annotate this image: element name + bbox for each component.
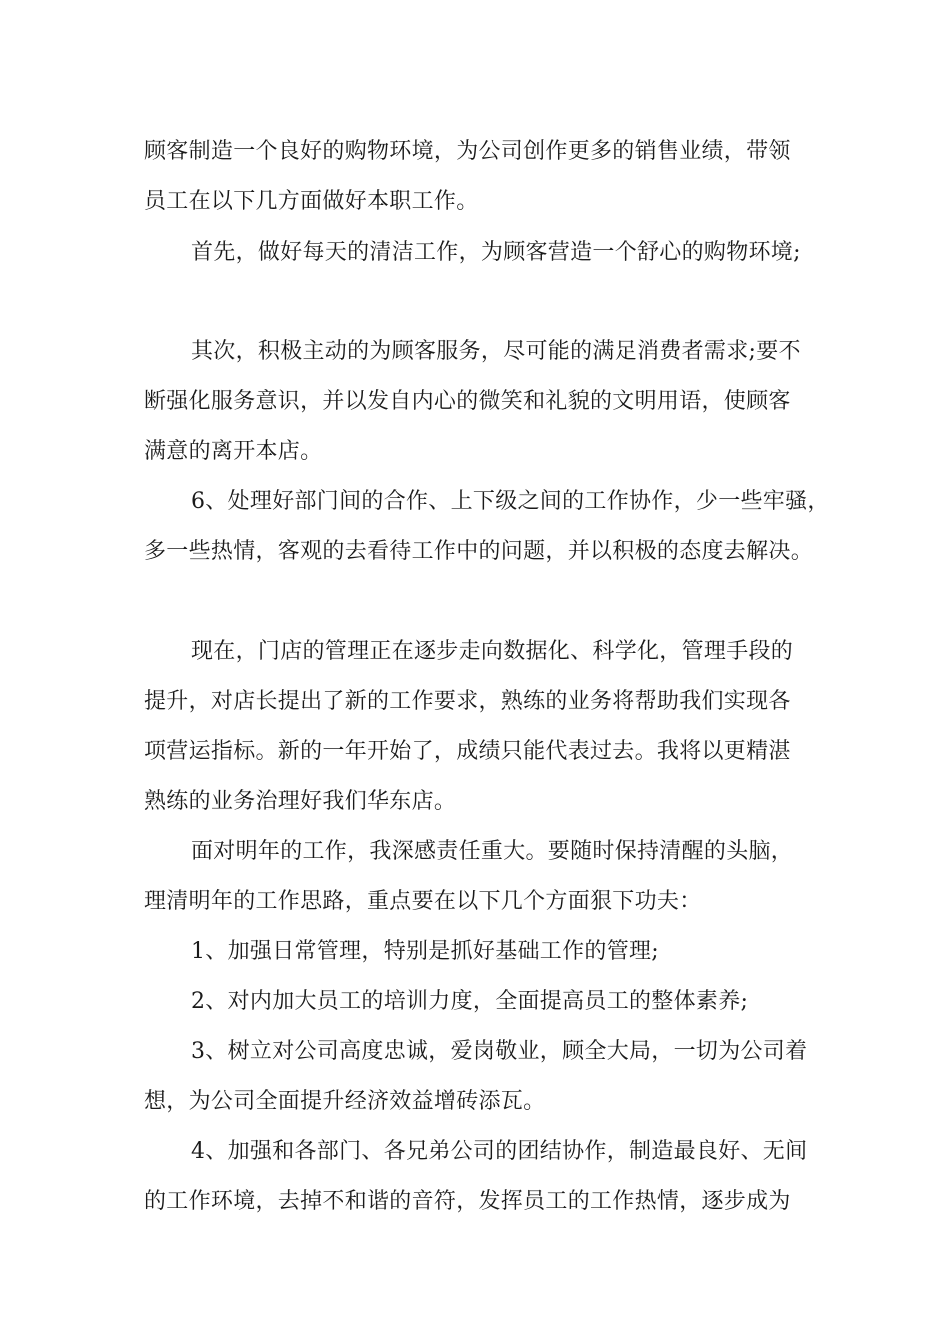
text-line: 2、对内加大员工的培训力度，全面提高员工的整体素养; [191, 989, 749, 1014]
text-line: 熟练的业务治理好我们华东店。 [144, 789, 457, 814]
text-line: 的工作环境，去掉不和谐的音符，发挥员工的工作热情，逐步成为 [144, 1189, 791, 1214]
text-line: 1、加强日常管理，特别是抓好基础工作的管理; [191, 939, 660, 964]
text-line: 顾客制造一个良好的购物环境，为公司创作更多的销售业绩，带领 [144, 139, 791, 164]
text-line: 面对明年的工作，我深感责任重大。要随时保持清醒的头脑， [191, 839, 794, 864]
text-line: 提升，对店长提出了新的工作要求，熟练的业务将帮助我们实现各 [144, 689, 791, 714]
text-line: 6、处理好部门间的合作、上下级之间的工作协作，少一些牢骚， [191, 489, 830, 514]
text-line: 断强化服务意识，并以发自内心的微笑和礼貌的文明用语，使顾客 [144, 389, 791, 414]
text-line: 想，为公司全面提升经济效益增砖添瓦。 [144, 1089, 546, 1114]
text-line: 3、树立对公司高度忠诚，爱岗敬业，顾全大局，一切为公司着 [191, 1039, 808, 1064]
text-line: 多一些热情，客观的去看待工作中的问题，并以积极的态度去解决。 [144, 539, 814, 564]
text-line: 首先，做好每天的清洁工作，为顾客营造一个舒心的购物环境; [191, 240, 801, 265]
text-line: 现在，门店的管理正在逐步走向数据化、科学化，管理手段的 [191, 639, 794, 664]
text-line: 其次，积极主动的为顾客服务，尽可能的满足消费者需求;要不 [191, 339, 801, 364]
text-line: 员工在以下几方面做好本职工作。 [144, 189, 479, 214]
text-line: 理清明年的工作思路，重点要在以下几个方面狠下功夫： [144, 889, 702, 914]
text-line: 4、加强和各部门、各兄弟公司的团结协作，制造最良好、无间 [191, 1139, 808, 1164]
text-line: 项营运指标。新的一年开始了，成绩只能代表过去。我将以更精湛 [144, 739, 791, 764]
text-line: 满意的离开本店。 [144, 439, 323, 464]
